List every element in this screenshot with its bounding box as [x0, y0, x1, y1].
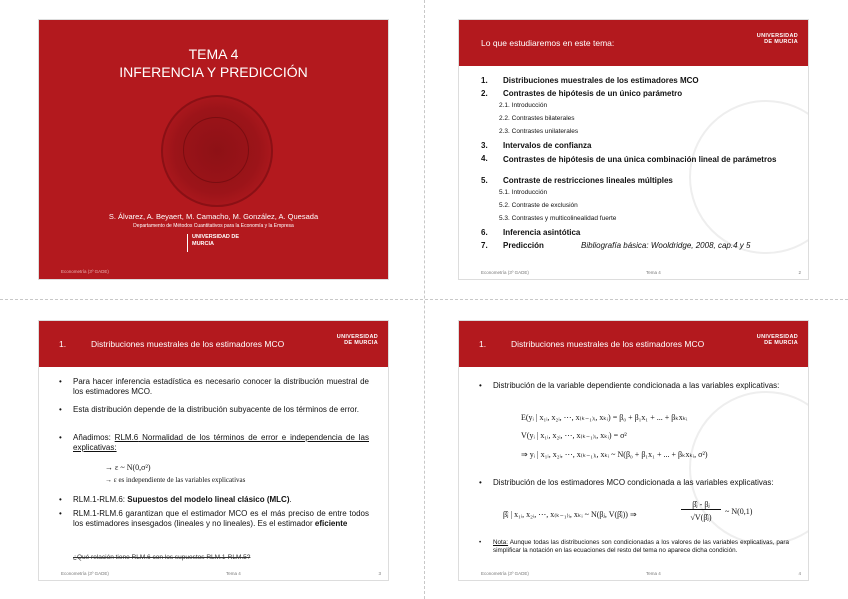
slide-header — [459, 20, 808, 66]
footer: Econometría (3º GADE) — [61, 269, 109, 274]
header-title: Lo que estudiaremos en este tema: — [481, 38, 615, 48]
page-divider-horizontal — [0, 299, 848, 300]
question-note: ¿Qué relación tiene RLM.6 con los supuestos RLM.1-RLM.5? — [73, 554, 251, 561]
equation-3: ⇒ yᵢ | x₁ᵢ, x₂ᵢ, ⋯, x₍ₖ₋₁₎ᵢ, xₖᵢ ~ N(β₀ + β₁x₁ + ... + βₖxₖᵢ, σ²) — [521, 450, 708, 459]
note: • Nota: Aunque todas las distribuciones son condicionadas a los valores de las variables explicativas, para simplificar la notación en las ecuaciones del resto del tema no aparece dicha condición. — [479, 539, 789, 554]
slide-header — [459, 321, 808, 367]
footer: Econometría (3º GADE) Tema 4 2 — [481, 270, 801, 275]
university-logo: UNIVERSIDAD DE MURCIA — [756, 33, 798, 45]
table-of-contents — [481, 76, 801, 254]
bibliography: Bibliografía básica: Wooldridge, 2008, cap.4 y 5 — [581, 241, 751, 250]
list-subitem: 2.2. Contrastes bilaterales — [499, 115, 575, 122]
slide-4 — [458, 320, 809, 581]
header-number: 1. — [479, 339, 487, 349]
slide-header — [39, 321, 388, 367]
bullet-4: • RLM.1-RLM.6: Supuestos del modelo lineal clásico (MLC). — [59, 495, 292, 504]
list-item: 7. Predicción Bibliografía básica: Wooldridge, 2008, cap.4 y 5 — [481, 241, 751, 250]
bullet-3: • Añadimos: RLM.6 Normalidad de los términos de error e independencia de las explicativas: — [59, 433, 369, 452]
university-logo: UNIVERSIDAD DE MURCIA — [756, 334, 798, 346]
list-subitem: 5.2. Contraste de exclusión — [499, 202, 578, 209]
header-title: Distribuciones muestrales de los estimadores MCO — [91, 339, 285, 349]
list-item: 3. Intervalos de confianza — [481, 141, 592, 150]
slide-3 — [38, 320, 389, 581]
slide-2 — [458, 19, 809, 280]
department: Departamento de Métodos Cuantitativos para la Economía y la Empresa — [133, 223, 294, 229]
authors: S. Álvarez, A. Beyaert, M. Camacho, M. González, A. Quesada — [108, 212, 319, 221]
footer: Econometría (3º GADE) Tema 4 3 — [61, 571, 381, 576]
footer: Econometría (3º GADE) Tema 4 4 — [481, 571, 801, 576]
slide-title-1: TEMA 4 — [188, 46, 239, 62]
math-line-2: → ε es independiente de las variables explicativas — [105, 476, 246, 484]
list-subitem: 2.3. Contrastes unilaterales — [499, 128, 579, 135]
bullet-5: • RLM.1-RLM.6 garantizan que el estimador MCO es el más preciso de entre todos los estimadores insesgados (lineales y no lineales). Es el estimador eficiente — [59, 509, 369, 528]
header-number: 1. — [59, 339, 67, 349]
bullet-2: • Esta distribución depende de la distribución subyacente de los términos de error. — [59, 405, 359, 414]
list-subitem: 5.3. Contrastes y multicolinealidad fuerte — [499, 215, 617, 222]
bullet-1: • Para hacer inferencia estadística es necesario conocer la distribución muestral de los estimadores MCO. — [59, 377, 369, 396]
university-seal-icon — [161, 95, 273, 207]
equation-1: E(yᵢ | x₁ᵢ, x₂ᵢ, ⋯, x₍ₖ₋₁₎ᵢ, xₖᵢ) = β₀ + β₁x₁ + ... + βₖxₖᵢ — [521, 413, 688, 422]
slide-1 — [38, 19, 389, 280]
list-item: 6. Inferencia asintótica — [481, 228, 581, 237]
bullet-1: • Distribución de la variable dependiente condicionada a las variables explicativas: — [479, 381, 780, 390]
list-item: 5. Contraste de restricciones lineales múltiples — [481, 176, 673, 185]
equation-5-numerator: β̂ⱼ - βⱼ — [681, 500, 721, 510]
bullet-2: • Distribución de los estimadores MCO condicionada a las variables explicativas: — [479, 478, 774, 487]
university-logo: UNIVERSIDAD DE MURCIA — [187, 234, 252, 252]
equation-5-result: ~ N(0,1) — [725, 507, 753, 516]
slide-title-2: INFERENCIA Y PREDICCIÓN — [119, 64, 308, 80]
list-subitem: 5.1. Introducción — [499, 189, 548, 196]
header-title: Distribuciones muestrales de los estimadores MCO — [511, 339, 705, 349]
list-subitem: 2.1. Introducción — [499, 102, 548, 109]
university-logo: UNIVERSIDAD DE MURCIA — [336, 334, 378, 346]
math-line-1: → ε ~ N(0,σ²) — [105, 463, 151, 472]
equation-2: V(yᵢ | x₁ᵢ, x₂ᵢ, ⋯, x₍ₖ₋₁₎ᵢ, xₖᵢ) = σ² — [521, 431, 627, 440]
list-item: 4. Contrastes de hipótesis de una única combinación lineal de parámetros — [481, 154, 777, 164]
equation-5-denominator: √V(β̂ⱼ) — [690, 513, 712, 522]
list-item: 2. Contrastes de hipótesis de un único parámetro — [481, 89, 683, 98]
equation-4: β̂ⱼ | x₁ᵢ, x₂ᵢ, ⋯, x₍ₖ₋₁₎ᵢ, xₖᵢ ~ N(βⱼ, V(β̂ⱼ)) ⇒ — [503, 510, 637, 519]
list-item: 1. Distribuciones muestrales de los estimadores MCO — [481, 76, 699, 85]
